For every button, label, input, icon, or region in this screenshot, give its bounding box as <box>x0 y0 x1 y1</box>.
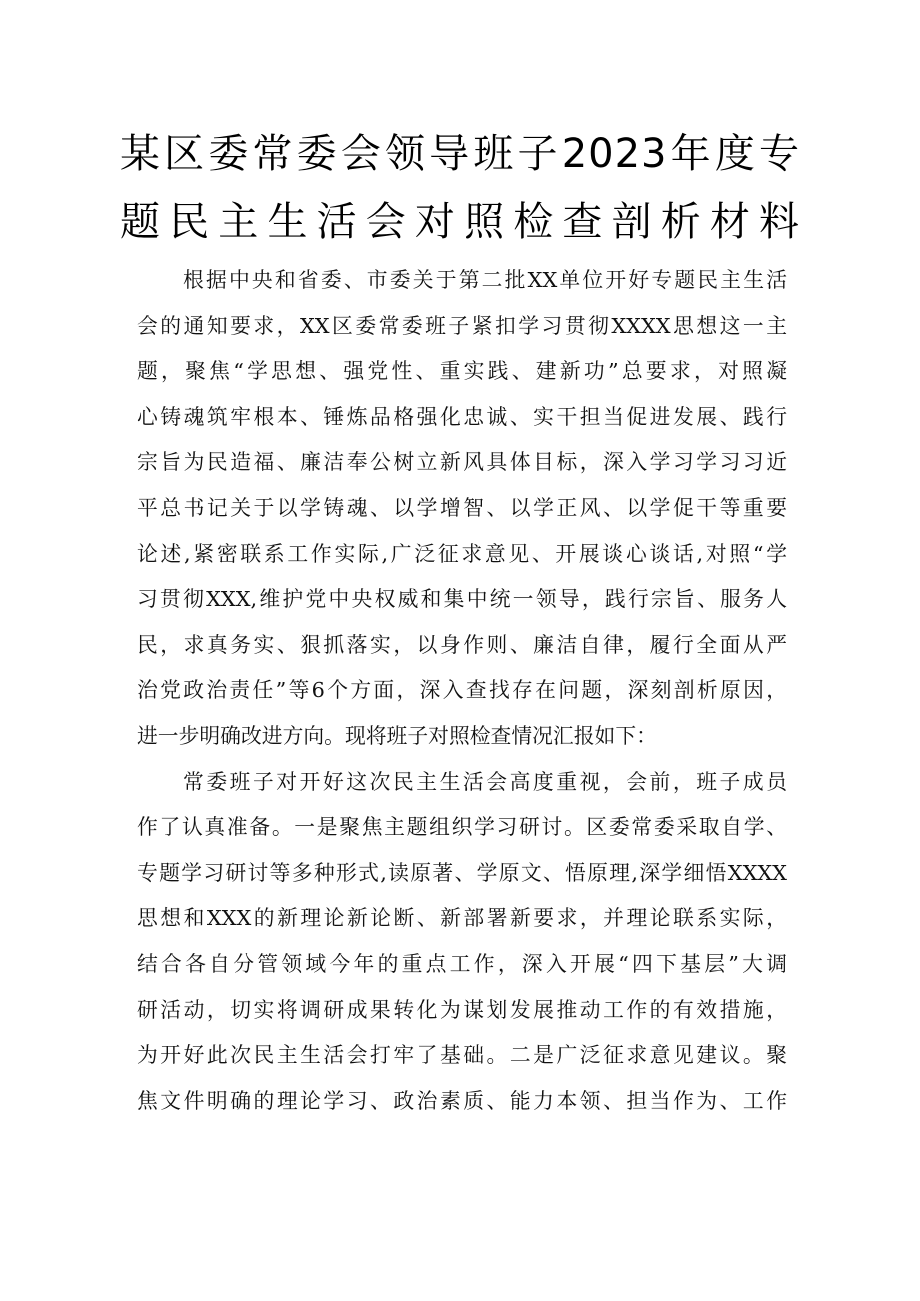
text-line: 研活动，切实将调研成果转化为谋划发展推动工作的有效措施， <box>137 997 787 1022</box>
paragraph-1 <box>137 258 787 760</box>
text-line: 习贯彻XXX,维护党中央权威和集中统一领导，践行宗旨、服务人 <box>137 587 787 612</box>
document-title <box>120 120 800 256</box>
text-line: 平总书记关于以学铸魂、以学增智、以学正风、以学促干等重要 <box>137 495 787 520</box>
text-line: 论述,紧密联系工作实际,广泛征求意见、开展谈心谈话,对照“学 <box>137 541 787 566</box>
paragraph-2 <box>137 760 787 1125</box>
title-line: 某区委常委会领导班子2023年度专 <box>120 131 800 177</box>
text-line: 为开好此次民主生活会打牢了基础。二是广泛征求意见建议。聚 <box>137 1043 787 1068</box>
text-line: 治党政治责任”等6个方面，深入查找存在问题，深刻剖析原因， <box>137 678 787 703</box>
text-line: 焦文件明确的理论学习、政治素质、能力本领、担当作为、工作 <box>137 1088 787 1113</box>
text-line: 会的通知要求，XX区委常委班子紧扣学习贯彻XXXX思想这一主 <box>137 313 787 338</box>
text-line: 专题学习研讨等多种形式,读原著、学原文、悟原理,深学细悟XXXX <box>137 860 787 885</box>
text-line: 进一步明确改进方向。现将班子对照检查情况汇报如下： <box>137 723 657 748</box>
text-line: 民，求真务实、狠抓落实，以身作则、廉洁自律，履行全面从严 <box>137 632 787 657</box>
text-line: 题，聚焦“学思想、强党性、重实践、建新功”总要求，对照凝 <box>137 359 787 384</box>
text-line: 根据中央和省委、市委关于第二批XX单位开好专题民主生活 <box>183 268 787 292</box>
text-line: 常委班子对开好这次民主生活会高度重视，会前，班子成员 <box>183 769 787 794</box>
text-line: 心铸魂筑牢根本、锤炼品格强化忠诚、实干担当促进发展、践行 <box>137 404 787 429</box>
title-line: 题民主生活会对照检查剖析材料 <box>120 199 800 245</box>
text-line: 思想和XXX的新理论新论断、新部署新要求，并理论联系实际， <box>137 906 787 931</box>
document-body <box>137 258 787 1124</box>
text-line: 结合各自分管领域今年的重点工作，深入开展“四下基层”大调 <box>137 951 787 976</box>
text-line: 作了认真准备。一是聚焦主题组织学习研讨。区委常委采取自学、 <box>137 815 787 840</box>
text-line: 宗旨为民造福、廉洁奉公树立新风具体目标，深入学习学习习近 <box>137 450 787 475</box>
